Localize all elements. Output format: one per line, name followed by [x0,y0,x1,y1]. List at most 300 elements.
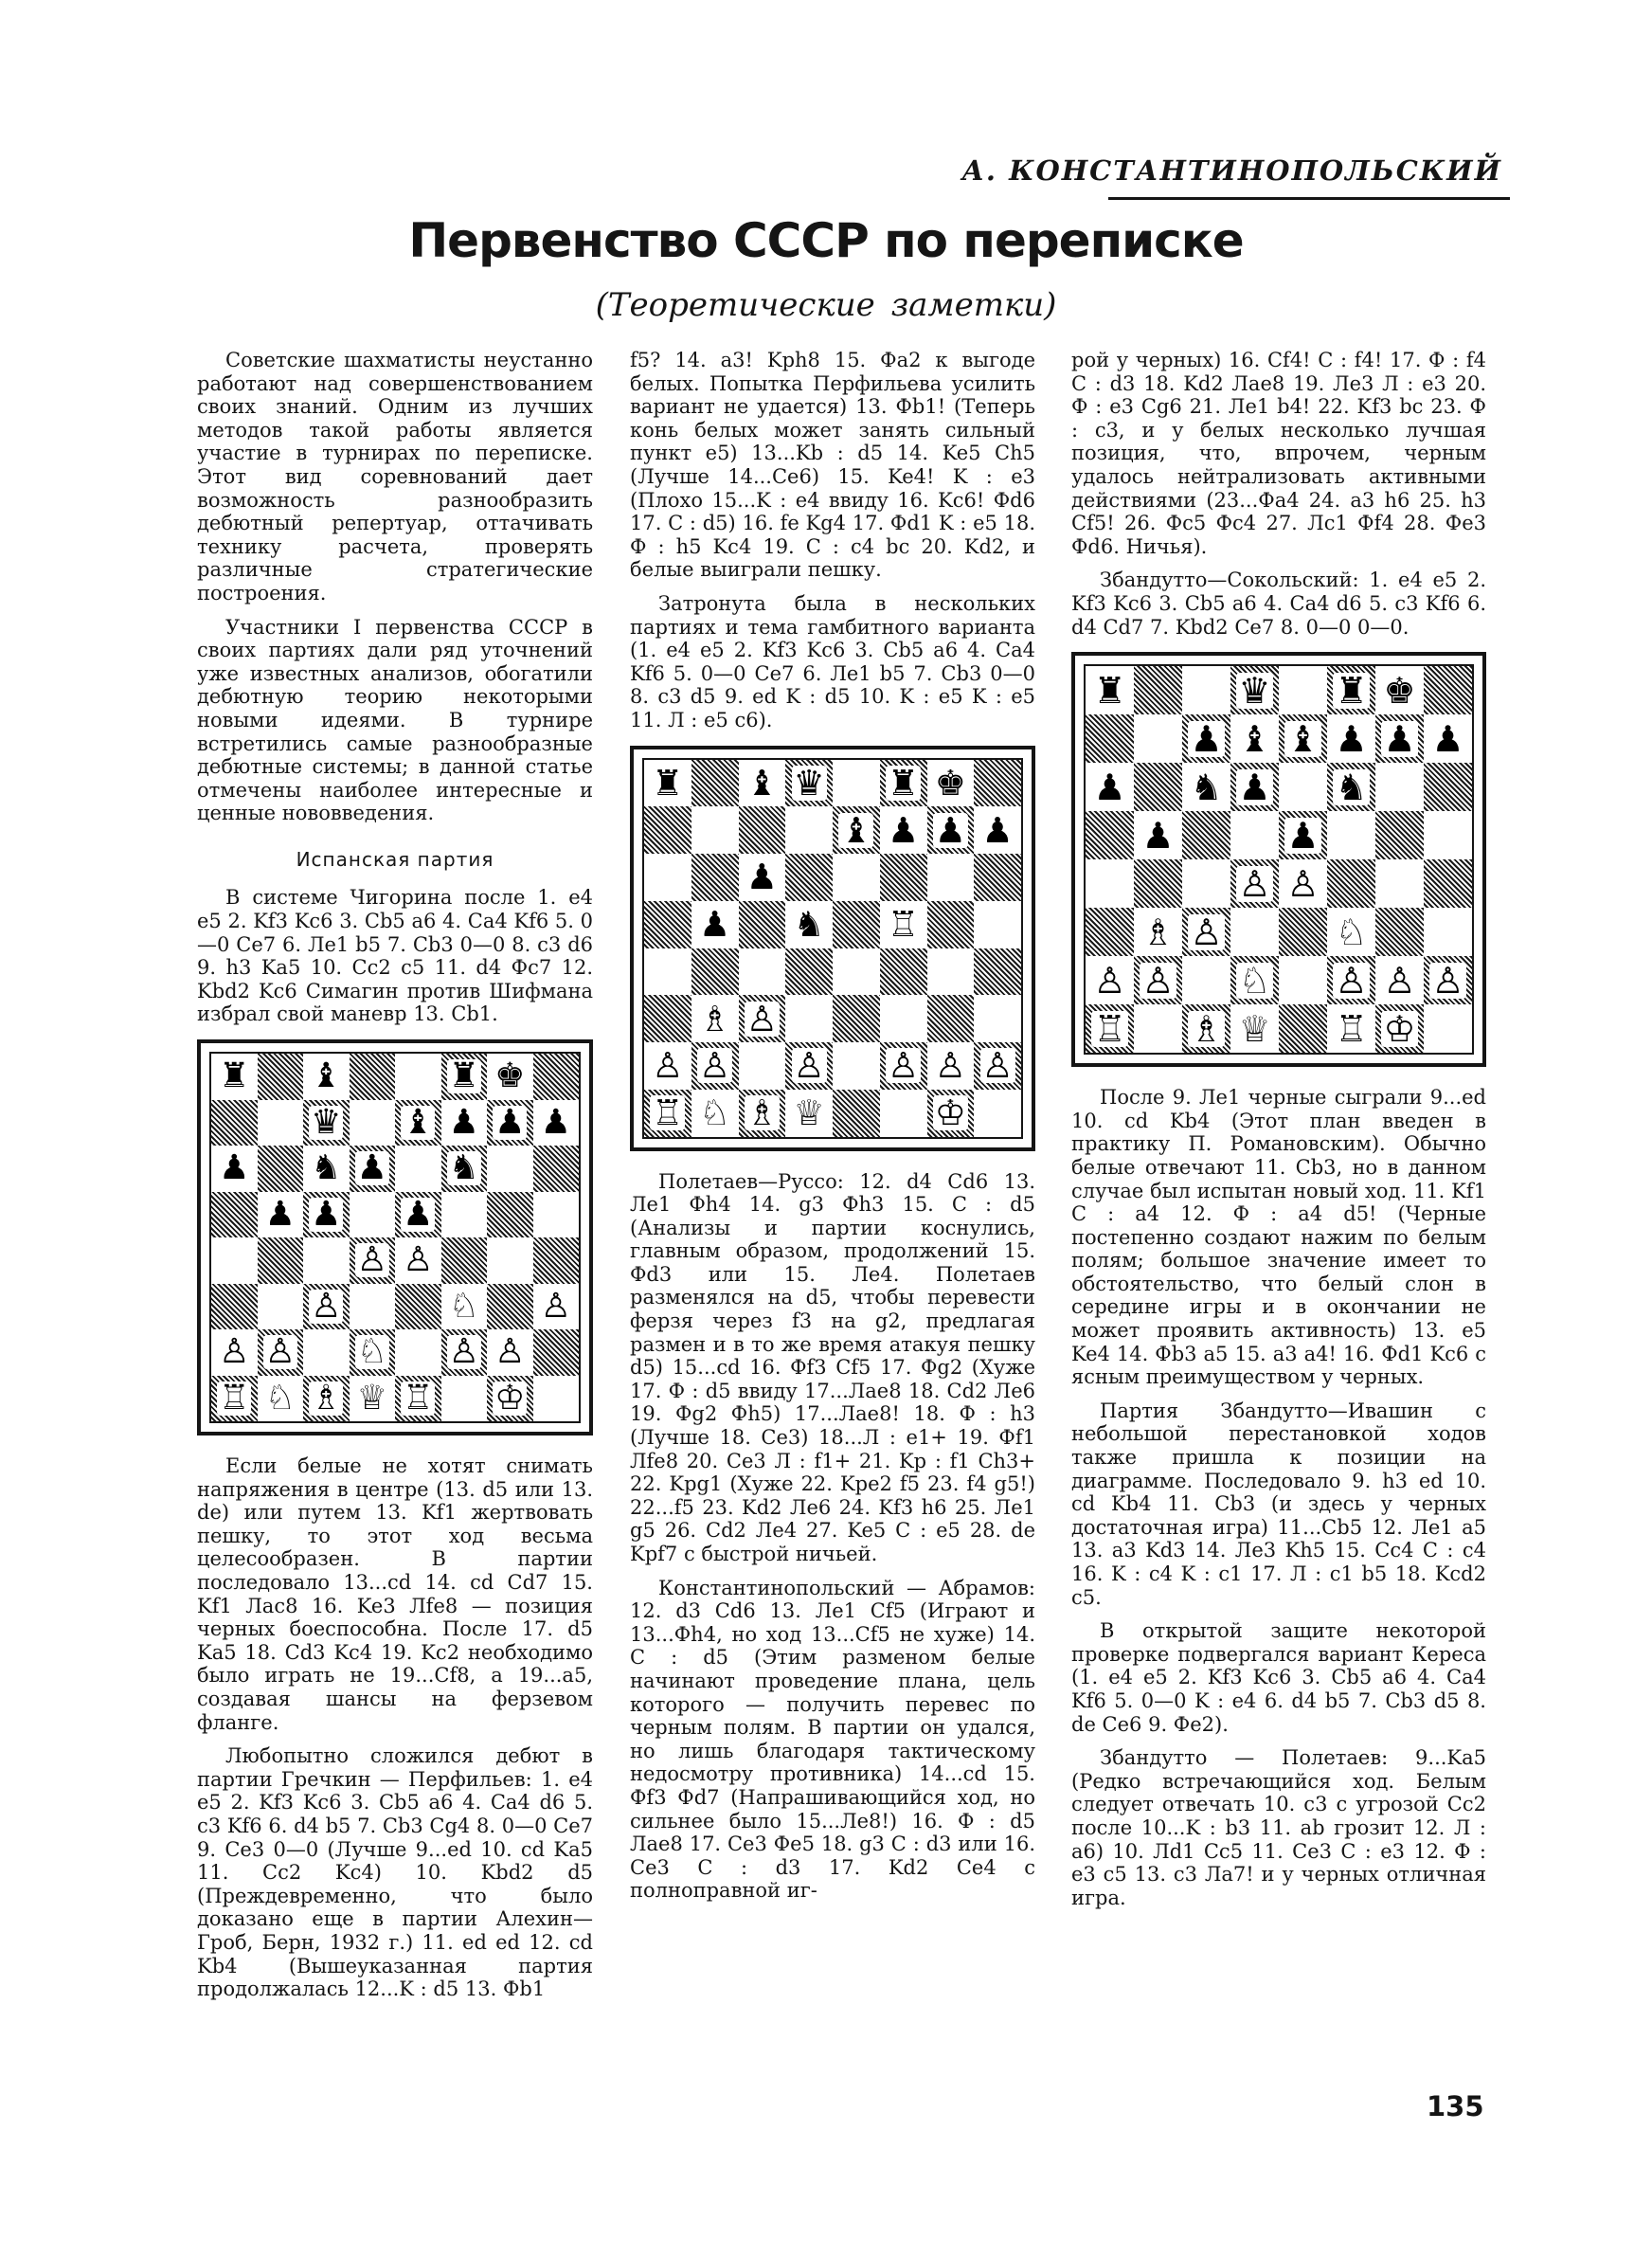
chess-diagram-zbandutto [1071,652,1486,1067]
board-square [1375,908,1424,956]
board-square [644,1090,691,1137]
board-square [739,948,786,996]
board-square [487,1192,533,1238]
board-square [303,1192,350,1238]
chess-piece-icon: ♜ [1335,669,1368,712]
chess-piece-icon: ♕ [793,1092,825,1134]
board-square [258,1054,304,1100]
chess-piece-icon: ♟ [981,809,1014,851]
board-square [1134,763,1182,811]
board-square [441,1284,488,1330]
board-square [880,760,927,807]
board-square [739,1090,786,1137]
chess-piece-icon: ♙ [652,1045,684,1087]
board-square [303,1146,350,1192]
board-square [644,995,691,1042]
chess-piece-icon: ♚ [494,1056,526,1096]
board-square [533,1329,580,1376]
board-square [487,1146,533,1192]
chess-piece-icon: ♘ [448,1286,479,1326]
board-square [1327,714,1375,763]
chess-piece-icon: ♙ [448,1332,479,1372]
board-square [691,854,739,901]
board-square [1230,908,1279,956]
board-square [1086,763,1134,811]
chess-piece-icon: ♙ [1141,959,1175,1002]
chess-piece-icon: ♙ [1286,862,1320,905]
board-square [1182,908,1230,956]
chess-piece-icon: ♛ [793,762,825,803]
paragraph: Затронута была в нескольких партиях и тема гамбитного варианта (1. e4 e5 2. Kf3 Kc6 3. Cb5 a6 4. Ca4 Kf6 5. 0—0 Ce7 6. Лe1 b5 7. Cb3 0—0 8. c3 d5 9. ed K : d5 10. K : e5 K : e5 11. Л : e5 c6). [630,591,1035,731]
chess-piece-icon: ♘ [356,1332,387,1372]
paragraph: f5? 14. a3! Kph8 15. Фa2 к выгоде белых. Попытка Перфильева усилить вариант не удается) 13. Фb1! (Теперь конь белых может занять сильный пункт e5) 13...Kb : d5 14. Ke5 Ch5 (Лучше 14...Ce6) 15. Ke4! K : e3 (Плохо 15...K : e4 ввиду 16. Kc6! Фd6 17. C : d5) 16. fe Kg4 17. Фd1 K : e5 18. Ф : h5 Kc4 19. C : c4 bc 20. Kd2, и белые выиграли пешку. [630,349,1035,582]
board-square [350,1284,396,1330]
board-square [350,1237,396,1284]
board-square [258,1146,304,1192]
board-square [691,948,739,996]
board-square [644,760,691,807]
board-square [395,1054,441,1100]
chess-piece-icon: ♝ [745,762,778,803]
board-square [1424,811,1472,859]
chess-piece-icon: ♟ [1335,717,1368,760]
board-square [1424,714,1472,763]
chess-piece-icon: ♘ [1238,959,1271,1002]
board-square [785,1042,833,1090]
board-square [880,806,927,854]
board-square [441,1192,488,1238]
chess-piece-icon: ♟ [448,1102,479,1142]
chess-piece-icon: ♙ [1190,911,1223,953]
paragraph: В системе Чигорина после 1. e4 e5 2. Kf3 Kc6 3. Cb5 a6 4. Ca4 Kf6 5. 0—0 Ce7 6. Лe1 b5 7. Cb3 0—0 8. c3 d6 9. h3 Ka5 10. Cc2 c5 11. d4 Фc7 12. Kbd2 Kc6 Симагин против Шифмана избрал свой маневр 13. Cb1. [197,886,593,1026]
board-square [533,1237,580,1284]
chess-piece-icon: ♟ [1431,717,1464,760]
board-square [303,1237,350,1284]
board-square [1086,908,1134,956]
board-square [644,948,691,996]
board-square [1086,811,1134,859]
board-square [303,1376,350,1422]
board-square [1424,908,1472,956]
board-square [350,1100,396,1147]
chess-piece-icon: ♘ [1335,911,1368,953]
chess-piece-icon: ♜ [219,1056,250,1096]
chess-piece-icon: ♞ [311,1148,342,1188]
board-square [785,854,833,901]
chess-piece-icon: ♙ [934,1045,966,1087]
board-square [691,901,739,948]
board-square [533,1192,580,1238]
board-square [739,760,786,807]
board-square [350,1146,396,1192]
board-square [880,995,927,1042]
chess-piece-icon: ♝ [311,1056,342,1096]
chess-piece-icon: ♟ [311,1194,342,1234]
board-square [1375,811,1424,859]
chess-piece-icon: ♛ [1238,669,1271,712]
paragraph: Полетаев—Руссо: 12. d4 Cd6 13. Лe1 Фh4 14. g3 Фh3 15. C : d5 (Анализы и партии коснулись, главным образом, продолжений 15. Фd3 или 15. Лe4. Полетаев разменялся на d5, чтобы перевести ферзя через f3 на g2, предлагая размен и в то же время атакуя пешку d5) 15...cd 16. Фf3 Cf5 17. Фg2 (Хуже 17. Ф : d5 ввиду 17...Лae8 18. Cd2 Лe6 19. Фg2 Фh5) 17...Лae8! 18. Ф : h3 (Лучше 18. Ce3) 18...Л : e1+ 19. Фf1 Лfe8 20. Ce3 Л : f1+ 21. Kp : f1 Ch3+ 22. Kpg1 (Хуже 22. Kpe2 f5 23. f4 g5!) 22...f5 23. Kd2 Лe6 24. Kf3 h6 25. Лe1 g5 26. Cd2 Лe4 27. Ke5 C : e5 28. de Kpf7 с быстрой ничьей. [630,1169,1035,1565]
chess-piece-icon: ♙ [1238,862,1271,905]
board-square [1182,666,1230,714]
board-square [833,806,880,854]
board-square [441,1376,488,1422]
board-square [1134,714,1182,763]
chess-piece-icon: ♜ [652,762,684,803]
chess-piece-icon: ♟ [540,1102,571,1142]
board-square [487,1284,533,1330]
board-square [880,1042,927,1090]
board-square [395,1329,441,1376]
board-square [880,854,927,901]
board-square [974,901,1021,948]
board-square [303,1054,350,1100]
column-3 [1071,349,1486,1920]
chess-piece-icon: ♙ [1335,959,1368,1002]
chess-piece-icon: ♟ [888,809,920,851]
chess-piece-icon: ♝ [1286,717,1320,760]
chess-piece-icon: ♟ [699,904,731,946]
chess-piece-icon: ♖ [652,1092,684,1134]
chess-piece-icon: ♕ [1238,1007,1271,1050]
board-square [395,1192,441,1238]
article-title: Первенство СССР по переписке [408,213,1244,268]
paragraph: Константинопольский — Абрамов: 12. d3 Cd6 13. Лe1 Cf5 (Играют и 13...Фh4, но ход 13...Cf5 не хуже) 14. C : d5 (Этим разменом белые начинают проведение плана, цель которого — получить перевес по черным полям. В партии он удался, но лишь благодаря тактическому недосмотру противника) 14...cd 15. Фf3 Фd7 (Напрашивающийся ход, но сильнее было 15...Лe8!) 16. Ф : d5 Лae8 17. Ce3 Фe5 18. g3 C : d3 или 16. Ce3 C : d3 17. Kd2 Ce4 с полноправной иг- [630,1576,1035,1903]
board-square [739,854,786,901]
chess-piece-icon: ♙ [1431,959,1464,1002]
paragraph: В открытой защите некоторой проверке подвергался вариант Кереса (1. e4 e5 2. Kf3 Kc6 3. Cb5 a6 4. Ca4 Kf6 5. 0—0 K : e4 6. d4 b5 7. Cb3 d5 8. de Ce6 9. Фe2). [1071,1619,1486,1736]
board-square [1327,859,1375,908]
chess-piece-icon: ♟ [403,1194,434,1234]
board-square [927,806,975,854]
chess-piece-icon: ♟ [264,1194,296,1234]
paragraph: Любопытно сложился дебют в партии Гречкин — Перфильев: 1. e4 e5 2. Kf3 Kc6 3. Cb5 a6 4. Ca4 d6 5. c3 Kf6 6. d4 b5 7. Cb3 Cg4 8. 0—0 Ce7 9. Ce3 0—0 (Лучше 9...ed 10. cd Ka5 11. Cc2 Kc4) 10. Kbd2 d5 (Преждевременно, что было доказано еще в партии Алехин—Гроб, Берн, 1932 г.) 11. ed ed 12. cd Kb4 (Вышеуказанная партия продолжалась 12...K : d5 13. Фb1 [197,1744,593,2001]
board-square [739,806,786,854]
chess-piece-icon: ♙ [311,1286,342,1326]
board-square [785,948,833,996]
chess-piece-icon: ♙ [403,1240,434,1280]
chess-piece-icon: ♙ [888,1045,920,1087]
board-square [258,1284,304,1330]
chess-piece-icon: ♙ [793,1045,825,1087]
chess-piece-icon: ♙ [540,1286,571,1326]
board-square [974,948,1021,996]
board-square [880,901,927,948]
chess-board [1084,664,1474,1055]
board-square [785,995,833,1042]
chess-piece-icon: ♗ [745,1092,778,1134]
chess-piece-icon: ♙ [264,1332,296,1372]
chess-board [642,758,1023,1139]
board-square [1375,763,1424,811]
board-square [927,995,975,1042]
chess-piece-icon: ♞ [1335,766,1368,808]
board-square [974,995,1021,1042]
board-square [974,1090,1021,1137]
board-square [1279,1004,1327,1053]
board-square [691,806,739,854]
chess-piece-icon: ♝ [403,1102,434,1142]
column-2 [630,349,1035,1913]
board-square [350,1329,396,1376]
board-square [487,1237,533,1284]
chess-piece-icon: ♟ [1383,717,1416,760]
board-square [211,1284,258,1330]
board-square [1086,956,1134,1004]
board-square [1086,666,1134,714]
paragraph: Участники I первенства СССР в своих партиях дали ряд уточнений уже известных анализов, обогатили дебютную теорию некоторыми новыми идеями. В турнире встретились самые разнообразные дебютные системы; в данной статье отмечены наиболее интересные и ценные нововведения. [197,615,593,825]
chess-piece-icon: ♜ [1093,669,1126,712]
board-square [350,1376,396,1422]
article-subtitle: (Теоретические заметки) [595,286,1057,324]
board-square [644,806,691,854]
chess-piece-icon: ♗ [699,998,731,1039]
board-square [1424,956,1472,1004]
board-square [1375,714,1424,763]
board-square [974,760,1021,807]
chess-piece-icon: ♞ [448,1148,479,1188]
board-square [927,1090,975,1137]
board-square [1086,1004,1134,1053]
board-square [1279,714,1327,763]
section-heading: Испанская партия [296,847,494,871]
header-rule [1108,197,1510,200]
board-square [739,995,786,1042]
chess-piece-icon: ♞ [1190,766,1223,808]
board-square [880,1090,927,1137]
board-square [1375,666,1424,714]
board-square [1134,811,1182,859]
board-square [1086,714,1134,763]
board-square [1182,714,1230,763]
chess-piece-icon: ♙ [356,1240,387,1280]
board-square [258,1192,304,1238]
board-square [927,948,975,996]
board-square [1182,1004,1230,1053]
board-square [1230,714,1279,763]
board-square [487,1329,533,1376]
board-square [211,1100,258,1147]
board-square [785,806,833,854]
board-square [1375,859,1424,908]
board-square [533,1054,580,1100]
paragraph: Збандутто — Полетаев: 9...Ka5 (Редко встречающийся ход. Белым следует отвечать 10. c3 с угрозой Cc2 после 10...K : b3 11. ab грозит 12. Л : a6) 10. Лd1 Cc5 11. Ce3 C : e3 12. Ф : e3 c5 13. c3 Лa7! и у черных отличная игра. [1071,1746,1486,1909]
chess-piece-icon: ♛ [311,1102,342,1142]
board-square [833,901,880,948]
chess-piece-icon: ♖ [888,904,920,946]
chess-piece-icon: ♗ [311,1378,342,1417]
chess-piece-icon: ♟ [1141,814,1175,857]
board-square [1279,763,1327,811]
board-square [350,1192,396,1238]
board-square [303,1329,350,1376]
board-square [211,1237,258,1284]
board-square [927,1042,975,1090]
chess-piece-icon: ♚ [934,762,966,803]
chess-piece-icon: ♟ [1238,766,1271,808]
chess-piece-icon: ♞ [793,904,825,946]
board-square [1279,666,1327,714]
board-square [1327,956,1375,1004]
board-square [1230,956,1279,1004]
chess-piece-icon: ♔ [494,1378,526,1417]
chess-board [209,1052,581,1423]
board-square [1230,859,1279,908]
board-square [691,1042,739,1090]
board-square [303,1100,350,1147]
chess-piece-icon: ♜ [448,1056,479,1096]
author-name: А. КОНСТАНТИНОПОЛЬСКИЙ [961,154,1502,187]
board-square [211,1146,258,1192]
board-square [644,1042,691,1090]
board-square [1279,956,1327,1004]
board-square [974,806,1021,854]
paragraph: Партия Збандутто—Ивашин с небольшой перестановкой ходов также пришла к позиции на диаграмме. Последовало 9. h3 ed 10. cd Kb4 11. Cb3 (и здесь у черных достаточная игра) 11...Cb5 12. Лe1 a5 13. a3 Kd3 14. Лe3 Kh5 15. Cc4 C : c4 16. K : c4 K : c1 17. Л : c1 b5 18. Kcd2 c5. [1071,1399,1486,1609]
chess-piece-icon: ♖ [403,1378,434,1417]
page-number: 135 [1427,2090,1484,2122]
board-square [974,854,1021,901]
board-square [833,854,880,901]
board-square [1134,666,1182,714]
board-square [533,1284,580,1330]
chess-piece-icon: ♟ [745,857,778,898]
board-square [1424,763,1472,811]
board-square [211,1054,258,1100]
board-square [644,854,691,901]
board-square [533,1376,580,1422]
chess-piece-icon: ♘ [699,1092,731,1134]
board-square [395,1100,441,1147]
chess-piece-icon: ♘ [264,1378,296,1417]
chess-piece-icon: ♔ [934,1092,966,1134]
chess-diagram-chigorin [197,1039,593,1435]
board-square [691,760,739,807]
board-square [1134,956,1182,1004]
board-square [785,901,833,948]
board-square [927,901,975,948]
board-square [1182,956,1230,1004]
chess-piece-icon: ♕ [356,1378,387,1417]
board-square [833,1042,880,1090]
board-square [880,948,927,996]
board-square [441,1100,488,1147]
board-square [395,1146,441,1192]
board-square [1134,1004,1182,1053]
board-square [739,1042,786,1090]
board-square [644,901,691,948]
chess-piece-icon: ♙ [1093,959,1126,1002]
board-square [1327,763,1375,811]
board-square [258,1376,304,1422]
board-square [833,760,880,807]
paragraph: Советские шахматисты неустанно работают над совершенствованием своих знаний. Одним из лучших методов такой работы является участие в турнирах по переписке. Этот вид соревнований дает возможность разнообразить дебютный репертуар, оттачивать технику расчета, проверять различные стратегические построения. [197,349,593,605]
board-square [1086,859,1134,908]
chess-piece-icon: ♟ [356,1148,387,1188]
board-square [211,1376,258,1422]
board-square [1230,763,1279,811]
board-square [691,1090,739,1137]
chess-piece-icon: ♙ [494,1332,526,1372]
board-square [739,901,786,948]
paragraph: рой у черных) 16. Cf4! C : f4! 17. Ф : f4 C : d3 18. Kd2 Лae8 19. Лe3 Л : e3 20. Ф : e3 Cg6 21. Лe1 b4! 22. Kf3 bc 23. Ф : c3, и у белых несколько лучшая позиция, что, впрочем, черным удалось нейтрализовать активными действиями (23...Фa4 24. a3 h6 25. h3 Cf5! 26. Фc5 Фc4 27. Лc1 Фf4 28. Фe3 Фd6. Ничья). [1071,349,1486,558]
board-square [1230,811,1279,859]
board-square [691,995,739,1042]
board-square [833,1090,880,1137]
board-square [533,1100,580,1147]
board-square [441,1054,488,1100]
board-square [785,1090,833,1137]
board-square [1424,1004,1472,1053]
chess-piece-icon: ♙ [219,1332,250,1372]
board-square [211,1192,258,1238]
board-square [1182,811,1230,859]
chess-piece-icon: ♟ [1093,766,1126,808]
board-square [533,1146,580,1192]
board-square [258,1237,304,1284]
board-square [1424,666,1472,714]
board-square [258,1100,304,1147]
board-square [441,1237,488,1284]
chess-piece-icon: ♖ [219,1378,250,1417]
chess-piece-icon: ♖ [1335,1007,1368,1050]
column-1 [197,349,593,2012]
board-square [1182,763,1230,811]
chess-piece-icon: ♗ [1190,1007,1223,1050]
board-square [1424,859,1472,908]
board-square [974,1042,1021,1090]
board-square [350,1054,396,1100]
board-square [833,948,880,996]
board-square [1134,859,1182,908]
board-square [395,1376,441,1422]
chess-piece-icon: ♙ [981,1045,1014,1087]
chess-piece-icon: ♗ [1141,911,1175,953]
board-square [1327,811,1375,859]
board-square [258,1329,304,1376]
board-square [1230,666,1279,714]
board-square [1279,908,1327,956]
board-square [441,1329,488,1376]
board-square [1375,956,1424,1004]
board-square [927,760,975,807]
board-square [441,1146,488,1192]
board-square [833,995,880,1042]
chess-piece-icon: ♙ [1383,959,1416,1002]
chess-piece-icon: ♟ [1190,717,1223,760]
chess-piece-icon: ♟ [1286,814,1320,857]
board-square [303,1284,350,1330]
paragraph: Если белые не хотят снимать напряжения в центре (13. d5 или 13. de) или путем 13. Kf1 жертвовать пешку, то этот ход весьма целесообразен. В партии последовало 13...cd 14. cd Cd7 15. Kf1 Лac8 16. Ke3 Лfe8 — позиция черных боеспособна. После 17. d5 Ka5 18. Cd3 Kc4 19. Kc2 необходимо было играть не 19...Cf8, а 19...a5, создавая шансы на ферзевом фланге. [197,1454,593,1734]
board-square [1327,666,1375,714]
chess-piece-icon: ♟ [219,1148,250,1188]
board-square [927,854,975,901]
board-square [1279,811,1327,859]
chess-piece-icon: ♔ [1383,1007,1416,1050]
chess-piece-icon: ♚ [1383,669,1416,712]
chess-piece-icon: ♝ [1238,717,1271,760]
board-square [1327,908,1375,956]
board-square [1182,859,1230,908]
board-square [395,1237,441,1284]
board-square [1375,1004,1424,1053]
chess-diagram-gambit [630,746,1035,1151]
board-square [395,1284,441,1330]
board-square [1279,859,1327,908]
board-square [487,1054,533,1100]
board-square [1327,1004,1375,1053]
chess-piece-icon: ♜ [888,762,920,803]
board-square [785,760,833,807]
board-square [487,1100,533,1147]
